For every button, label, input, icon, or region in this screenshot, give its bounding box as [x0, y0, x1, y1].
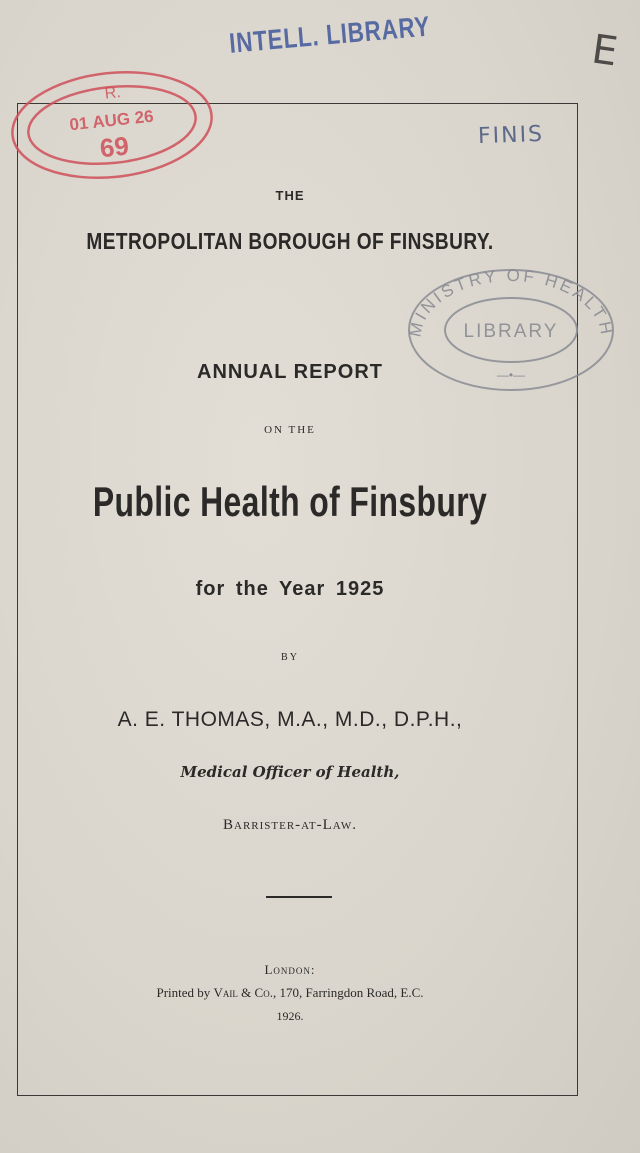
printer-line: [0, 985, 610, 1001]
report-year-line: for the Year 1925: [195, 578, 385, 600]
ministry-stamp-center-text: LIBRARY: [463, 321, 559, 342]
divider-rule: [266, 896, 332, 898]
received-date-stamp: [6, 66, 218, 184]
author-profession: Barrister-at-Law.: [223, 817, 357, 833]
received-stamp-number: 69: [98, 130, 131, 164]
heading-the: THE: [275, 188, 305, 203]
author-name: A. E. THOMAS, M.A., M.D., D.P.H.,: [117, 708, 463, 731]
received-stamp-date: 01 AUG 26: [68, 106, 155, 135]
annual-report-heading: ANNUAL REPORT: [197, 361, 383, 383]
printer-address: , 170, Farringdon Road, E.C.: [272, 985, 424, 1000]
printer-name: Vail & Co.: [213, 985, 273, 1000]
by-line: BY: [281, 652, 299, 663]
printed-by-prefix: Printed by: [156, 985, 214, 1000]
publication-year: 1926.: [276, 1009, 304, 1023]
author-role: Medical Officer of Health,: [180, 763, 400, 781]
ministry-stamp-ring-text: MINISTRY OF HEALTH: [405, 265, 617, 339]
handwritten-corner-mark: E: [588, 26, 621, 76]
received-stamp-letter: R.: [103, 83, 122, 103]
publication-place: London:: [264, 962, 316, 977]
borough-heading: METROPOLITAN BOROUGH OF FINSBURY.: [86, 228, 494, 254]
handwritten-note: FINIS: [477, 121, 545, 150]
on-the-line: ON THE: [264, 424, 316, 436]
library-stamp: INTELL. LIBRARY: [228, 10, 432, 59]
ministry-stamp-dash-mark: —•—: [496, 368, 526, 382]
document-title: Public Health of Finsbury: [92, 478, 488, 525]
